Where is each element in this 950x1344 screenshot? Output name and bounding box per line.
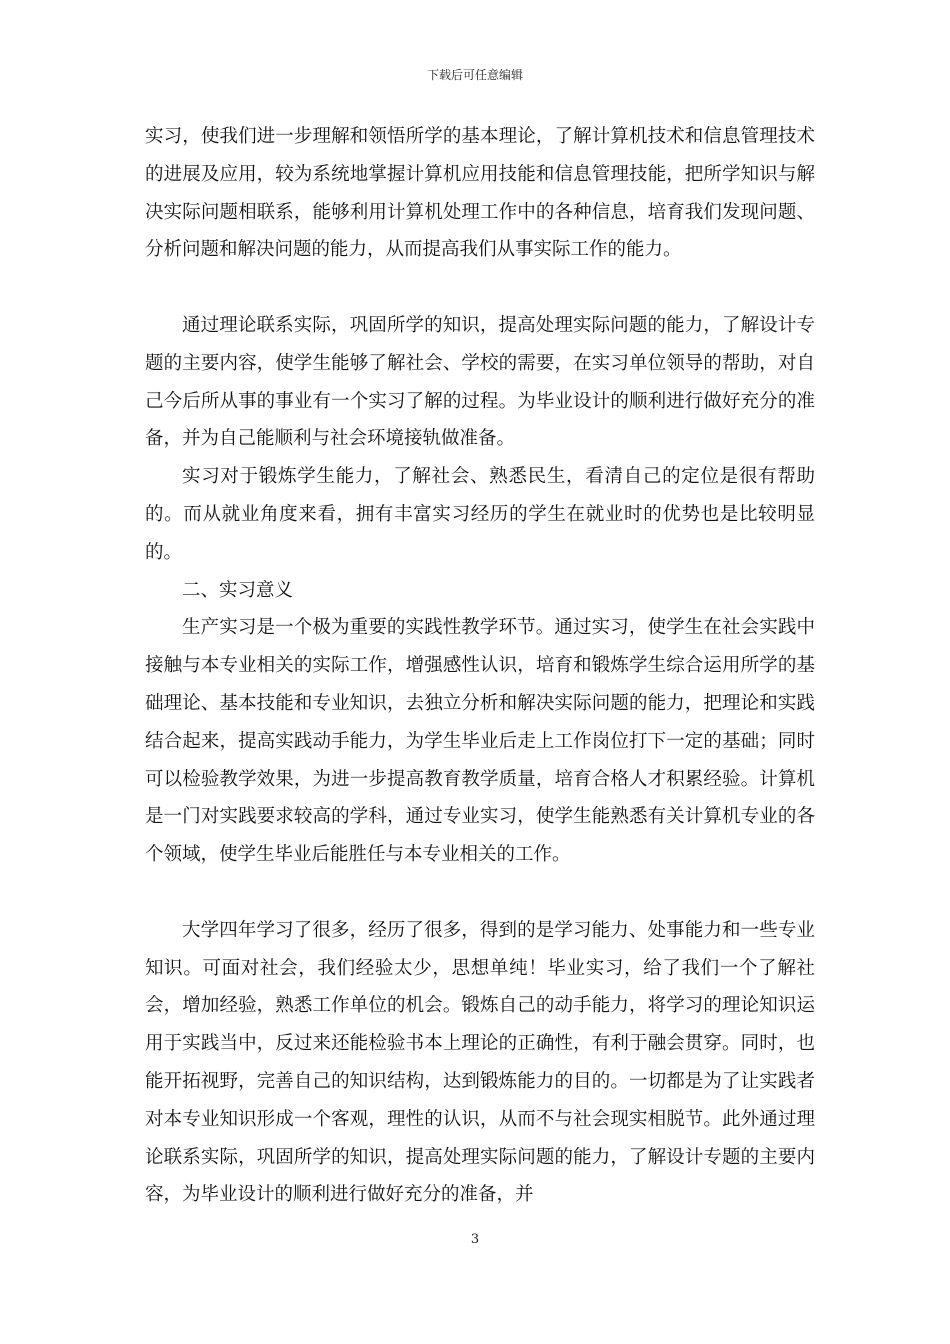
section-heading: 二、实习意义: [182, 579, 294, 601]
paragraph-4: 生产实习是一个极为重要的实践性教学环节。通过实习，使学生在社会实践中接触与本专业相关的实际工作，增强感性认识，培育和锻炼学生综合运用所学的基础理论、基本技能和专业知识，去独立分析和解决实际问题的能力，把理论和实践结合起来，提高实践动手能力，为学生毕业后走上工作岗位打下一定的基础；同时可以检验教学效果，为进一步提高教育教学质量，培育合格人才积累经验。计算机是一门对实践要求较高的学科，通过专业实习，使学生能熟悉有关计算机专业的各个领域，使学生毕业后能胜任与本专业相关的工作。: [145, 617, 815, 866]
paragraph-5: 大学四年学习了很多，经历了很多，得到的是学习能力、处事能力和一些专业知识。可面对社会，我们经验太少，思想单纯！毕业实习，给了我们一个了解社会，增加经验，熟悉工作单位的机会。锻炼自己的动手能力，将学习的理论知识运用于实践当中，反过来还能检验书本上理论的正确性，有利于融会贯穿。同时，也能开拓视野，完善自己的知识结构，达到锻炼能力的目的。一切都是为了让实践者对本专业知识形成一个客观，理性的认识，从而不与社会现实相脱节。此外通过理论联系实际，巩固所学的知识，提高处理实际问题的能力，了解设计专题的主要内容，为毕业设计的顺利进行做好充分的准备，并: [145, 919, 815, 1206]
paragraph-gap: [145, 269, 815, 307]
paragraph-1: 实习，使我们进一步理解和领悟所学的基本理论，了解计算机技术和信息管理技术的进展及应用，较为系统地掌握计算机应用技能和信息管理技能，把所学知识与解决实际问题相联系，能够利用计算机处理工作中的各种信息，培育我们发现问题、分析问题和解决问题的能力，从而提高我们从事实际工作的能力。: [145, 126, 815, 261]
page-header: 下载后可任意编辑: [426, 68, 523, 82]
paragraph-3: 实习对于锻炼学生能力，了解社会、熟悉民生，看清自己的定位是很有帮助的。而从就业角度来看，拥有丰富实习经历的学生在就业时的优势也是比较明显的。: [145, 466, 815, 563]
page-number: 3: [470, 1232, 480, 1247]
document-body: [145, 118, 815, 1214]
paragraph-gap: [145, 874, 815, 912]
paragraph-2: 通过理论联系实际，巩固所学的知识，提高处理实际问题的能力，了解设计专题的主要内容，使学生能够了解社会、学校的需要，在实习单位领导的帮助，对自己今后所从事的事业有一个实习了解的过程。为毕业设计的顺利进行做好充分的准备，并为自己能顺利与社会环境接轨做准备。: [145, 314, 815, 450]
